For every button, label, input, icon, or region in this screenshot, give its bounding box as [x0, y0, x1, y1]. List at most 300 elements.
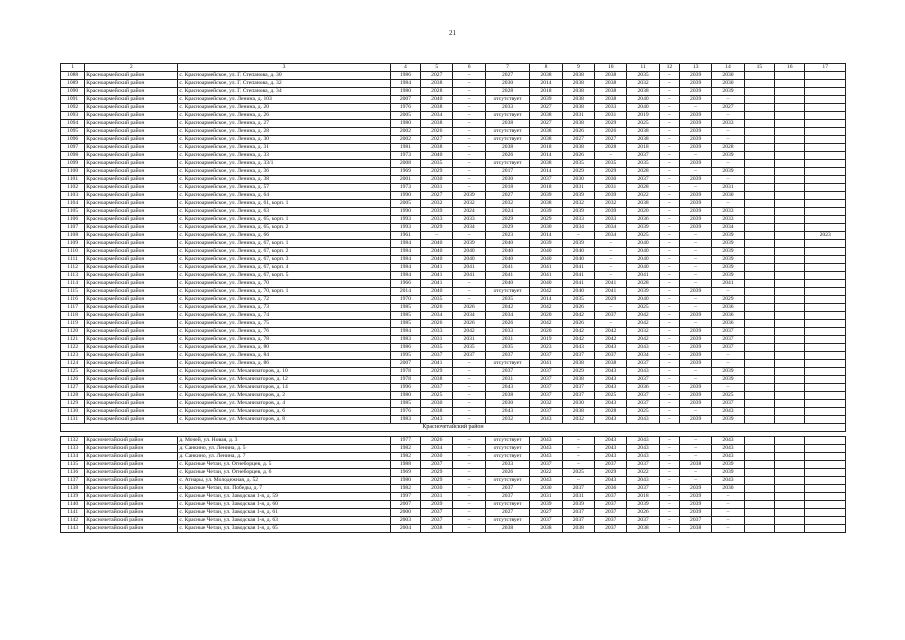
table-cell: [775, 216, 805, 224]
table-cell: 2043: [595, 477, 627, 485]
table-cell: 2037: [421, 352, 453, 360]
table-cell: с. Красноармейское, ул. Ленина, д. 72: [178, 296, 390, 304]
table-cell: [805, 304, 846, 312]
table-cell: [775, 477, 805, 485]
table-cell: 1141: [61, 509, 85, 517]
table-cell: –: [453, 400, 485, 408]
table-cell: –: [453, 360, 485, 368]
table-cell: 2038: [530, 136, 562, 144]
table-cell: отсутствует: [485, 112, 530, 120]
table-cell: [805, 288, 846, 296]
table-cell: 2042: [627, 312, 659, 320]
table-cell: [805, 517, 846, 525]
table-cell: –: [659, 72, 679, 80]
table-cell: 2042: [562, 336, 594, 344]
table-cell: 2039: [679, 200, 711, 208]
table-cell: –: [659, 288, 679, 296]
table-cell: 2026: [627, 509, 659, 517]
table-cell: 2014: [530, 232, 562, 240]
table-cell: с. Красноармейское, ул. Ленина, д. 64: [178, 192, 390, 200]
table-cell: –: [659, 376, 679, 384]
table-cell: 2039: [712, 461, 744, 469]
table-cell: 2043: [627, 453, 659, 461]
table-cell: 2027: [421, 136, 453, 144]
table-cell: 2037: [627, 152, 659, 160]
table-cell: 2043: [595, 445, 627, 453]
table-cell: Красноармейский район: [85, 280, 178, 288]
table-cell: [805, 461, 846, 469]
table-cell: –: [659, 88, 679, 96]
table-cell: 1990: [390, 208, 420, 216]
table-cell: 2027: [421, 72, 453, 80]
table-cell: [775, 136, 805, 144]
table-cell: 2035: [485, 296, 530, 304]
table-cell: 2043: [530, 453, 562, 461]
table-cell: [744, 144, 774, 152]
table-cell: [805, 200, 846, 208]
table-cell: –: [659, 453, 679, 461]
table-cell: 2040: [627, 296, 659, 304]
table-cell: –: [679, 240, 711, 248]
table-cell: [775, 104, 805, 112]
table-cell: 2040: [485, 248, 530, 256]
table-row: [61, 437, 846, 445]
table-cell: [775, 461, 805, 469]
table-cell: –: [659, 192, 679, 200]
table-cell: 1109: [61, 240, 85, 248]
table-cell: [744, 344, 774, 352]
table-cell: Красноармейский район: [85, 200, 178, 208]
table-cell: [744, 160, 774, 168]
table-cell: 1: [61, 64, 85, 72]
table-cell: 2039: [679, 416, 711, 424]
table-cell: [744, 525, 774, 533]
table-cell: Красноармейский район: [85, 120, 178, 128]
table-cell: 2033: [712, 216, 744, 224]
table-cell: 1976: [390, 408, 420, 416]
table-cell: 2037: [530, 384, 562, 392]
table-cell: 1981: [390, 144, 420, 152]
table-cell: 2041: [562, 272, 594, 280]
table-cell: 2041: [627, 272, 659, 280]
table-cell: 1096: [61, 136, 85, 144]
table-cell: [744, 453, 774, 461]
table-cell: 2029: [485, 216, 530, 224]
table-cell: –: [659, 216, 679, 224]
table-cell: [744, 208, 774, 216]
table-cell: [775, 360, 805, 368]
table-cell: [805, 160, 846, 168]
table-row: [61, 128, 846, 136]
table-cell: –: [595, 272, 627, 280]
table-cell: 2018: [530, 184, 562, 192]
table-cell: [744, 136, 774, 144]
table-cell: [744, 437, 774, 445]
table-cell: 2031: [485, 336, 530, 344]
table-cell: [775, 144, 805, 152]
table-cell: [744, 461, 774, 469]
table-cell: –: [453, 445, 485, 453]
table-cell: –: [659, 304, 679, 312]
table-cell: 2026: [485, 320, 530, 328]
table-cell: 2030: [485, 400, 530, 408]
table-cell: 2025: [421, 392, 453, 400]
table-cell: 2025: [627, 232, 659, 240]
table-cell: 2043: [530, 477, 562, 485]
table-cell: 2037: [421, 461, 453, 469]
table-row: [61, 296, 846, 304]
table-cell: 2023: [485, 232, 530, 240]
table-cell: 2038: [595, 88, 627, 96]
table-cell: –: [595, 248, 627, 256]
table-cell: 2007: [390, 501, 420, 509]
housing-table: [60, 63, 846, 533]
table-cell: [805, 400, 846, 408]
table-cell: 2030: [562, 176, 594, 184]
table-cell: 2: [85, 64, 178, 72]
table-cell: –: [659, 477, 679, 485]
table-cell: [775, 384, 805, 392]
table-cell: 2039: [679, 120, 711, 128]
table-cell: 2039: [421, 208, 453, 216]
table-cell: 1986: [390, 344, 420, 352]
table-cell: с. Красноармейское, ул. Ленина, д. 67, корп. 5: [178, 272, 390, 280]
table-cell: 2043: [530, 445, 562, 453]
table-cell: [744, 352, 774, 360]
table-cell: 1985: [390, 320, 420, 328]
table-cell: [744, 80, 774, 88]
table-cell: 2039: [712, 368, 744, 376]
table-cell: 2031: [453, 336, 485, 344]
table-cell: 2014: [530, 168, 562, 176]
table-cell: –: [712, 160, 744, 168]
table-cell: 1969: [390, 469, 420, 477]
table-cell: [775, 509, 805, 517]
table-cell: Красночетайский район: [85, 525, 178, 533]
table-cell: 2036: [712, 312, 744, 320]
table-cell: 2037: [562, 485, 594, 493]
table-cell: 2031: [421, 493, 453, 501]
table-row: [61, 400, 846, 408]
table-cell: 1983: [390, 336, 420, 344]
table-cell: Красноармейский район: [85, 160, 178, 168]
table-cell: [805, 152, 846, 160]
table-cell: 2039: [679, 312, 711, 320]
table-cell: [775, 232, 805, 240]
table-cell: 2027: [485, 509, 530, 517]
table-cell: 2040: [421, 152, 453, 160]
table-cell: 2037: [530, 517, 562, 525]
table-row: [61, 160, 846, 168]
table-cell: 2018: [530, 88, 562, 96]
table-cell: Красноармейский район: [85, 152, 178, 160]
table-cell: Красночетайский район: [85, 517, 178, 525]
table-cell: 2037: [627, 376, 659, 384]
table-cell: 1105: [61, 208, 85, 216]
table-cell: [775, 485, 805, 493]
table-cell: 2014: [530, 80, 562, 88]
table-cell: –: [679, 477, 711, 485]
table-cell: Красноармейский район: [85, 144, 178, 152]
table-cell: 2043: [562, 344, 594, 352]
table-cell: 2025: [627, 120, 659, 128]
table-cell: 2026: [421, 437, 453, 445]
table-cell: Красноармейский район: [85, 352, 178, 360]
table-cell: 11: [627, 64, 659, 72]
table-cell: –: [659, 469, 679, 477]
table-cell: [744, 392, 774, 400]
table-row: [61, 256, 846, 264]
table-cell: 2039: [679, 160, 711, 168]
table-cell: –: [712, 509, 744, 517]
table-cell: –: [659, 112, 679, 120]
table-cell: 2041: [562, 264, 594, 272]
table-cell: Красноармейский район: [85, 208, 178, 216]
table-cell: [775, 176, 805, 184]
table-cell: [805, 144, 846, 152]
table-cell: 2038: [421, 376, 453, 384]
table-cell: 2035: [453, 344, 485, 352]
table-cell: Красночетайский район: [85, 493, 178, 501]
table-cell: с. Красноармейское, ул. Механизаторов, д. 4: [178, 400, 390, 408]
table-cell: 2041: [530, 360, 562, 368]
table-cell: [744, 256, 774, 264]
table-cell: –: [659, 461, 679, 469]
table-cell: –: [659, 525, 679, 533]
table-cell: 2020: [530, 328, 562, 336]
table-cell: 1976: [390, 104, 420, 112]
table-cell: [744, 272, 774, 280]
table-cell: –: [659, 485, 679, 493]
table-cell: 1137: [61, 477, 85, 485]
table-cell: –: [453, 296, 485, 304]
table-row: [61, 104, 846, 112]
table-row: [61, 272, 846, 280]
table-cell: Красноармейский район: [85, 176, 178, 184]
table-cell: с. Красноармейское, ул. Ленина, д. 76: [178, 328, 390, 336]
table-cell: –: [659, 392, 679, 400]
table-cell: 2039: [712, 232, 744, 240]
table-cell: [744, 232, 774, 240]
table-cell: 2025: [595, 392, 627, 400]
table-cell: 2039: [530, 240, 562, 248]
table-cell: 2030: [421, 485, 453, 493]
table-cell: 2037: [530, 392, 562, 400]
table-cell: 1098: [61, 152, 85, 160]
table-cell: 10: [595, 64, 627, 72]
table-cell: 2030: [712, 485, 744, 493]
table-cell: с. Красноармейское, ул. Ленина, д. 33/1: [178, 160, 390, 168]
table-cell: [775, 264, 805, 272]
table-cell: 2018: [627, 144, 659, 152]
table-cell: [805, 296, 846, 304]
table-cell: –: [679, 368, 711, 376]
table-cell: –: [659, 517, 679, 525]
table-cell: [805, 368, 846, 376]
table-cell: 2027: [485, 192, 530, 200]
table-cell: Красноармейский район: [85, 96, 178, 104]
table-cell: 2040: [562, 256, 594, 264]
table-cell: 2029: [421, 368, 453, 376]
table-cell: 2043: [595, 453, 627, 461]
table-cell: –: [712, 128, 744, 136]
table-cell: [805, 96, 846, 104]
table-cell: 2030: [712, 192, 744, 200]
table-cell: [805, 256, 846, 264]
table-cell: 2038: [421, 144, 453, 152]
table-cell: 2043: [595, 384, 627, 392]
table-cell: –: [659, 264, 679, 272]
table-cell: 2043: [627, 445, 659, 453]
table-cell: [805, 224, 846, 232]
table-cell: 1090: [61, 88, 85, 96]
table-cell: [744, 304, 774, 312]
table-cell: 2041: [421, 280, 453, 288]
table-cell: 2028: [595, 144, 627, 152]
table-cell: [775, 368, 805, 376]
table-cell: –: [453, 168, 485, 176]
table-cell: 2033: [485, 461, 530, 469]
table-cell: Красноармейский район: [85, 408, 178, 416]
table-row: [61, 320, 846, 328]
table-cell: [775, 304, 805, 312]
table-cell: с. Красноармейское, ул. Ленина, д. 28: [178, 128, 390, 136]
table-cell: отсутствует: [485, 517, 530, 525]
table-cell: [775, 96, 805, 104]
table-cell: [744, 240, 774, 248]
table-row: [61, 288, 846, 296]
table-cell: 2035: [627, 160, 659, 168]
table-cell: Красноармейский район: [85, 112, 178, 120]
table-cell: [775, 120, 805, 128]
table-cell: 2037: [712, 344, 744, 352]
table-cell: 2027: [530, 104, 562, 112]
table-cell: 1138: [61, 485, 85, 493]
table-cell: 2040: [627, 248, 659, 256]
table-cell: 2041: [421, 264, 453, 272]
table-cell: 2034: [421, 112, 453, 120]
table-cell: –: [453, 160, 485, 168]
table-cell: 2033: [421, 328, 453, 336]
table-cell: 2042: [562, 328, 594, 336]
table-cell: 2043: [712, 445, 744, 453]
table-cell: [744, 248, 774, 256]
table-cell: [805, 272, 846, 280]
table-cell: 2018: [530, 144, 562, 152]
table-cell: 1103: [61, 192, 85, 200]
table-cell: 2035: [421, 344, 453, 352]
table-cell: [744, 152, 774, 160]
table-cell: 2040: [627, 264, 659, 272]
table-cell: 2043: [595, 437, 627, 445]
table-cell: 1993: [390, 224, 420, 232]
table-cell: Красночетайский район: [85, 501, 178, 509]
table-cell: –: [659, 445, 679, 453]
table-cell: с. Красноармейское, ул. Механизаторов, д. 14: [178, 384, 390, 392]
table-cell: с. Красноармейское, ул. Ленина, д. 67, корп. 4: [178, 264, 390, 272]
table-cell: [775, 72, 805, 80]
table-cell: 2038: [485, 120, 530, 128]
table-cell: 2039: [679, 360, 711, 368]
table-cell: 2038: [679, 461, 711, 469]
table-cell: 2038: [421, 525, 453, 533]
table-cell: 1985: [390, 400, 420, 408]
table-cell: 2039: [712, 168, 744, 176]
table-row: [61, 408, 846, 416]
table-cell: 2039: [595, 208, 627, 216]
table-cell: с. Красноармейское, ул. Ленина, д. 75: [178, 320, 390, 328]
table-cell: [805, 312, 846, 320]
table-cell: [775, 192, 805, 200]
table-cell: [744, 224, 774, 232]
table-cell: –: [659, 336, 679, 344]
table-cell: 2029: [562, 368, 594, 376]
table-cell: 2037: [485, 352, 530, 360]
table-cell: 2040: [421, 256, 453, 264]
table-cell: 2031: [712, 184, 744, 192]
table-row: [61, 336, 846, 344]
table-cell: 2038: [530, 128, 562, 136]
table-cell: 2023: [805, 232, 846, 240]
table-row: [61, 144, 846, 152]
table-row: [61, 192, 846, 200]
table-cell: 2026: [562, 304, 594, 312]
table-cell: с. Красные Четаи, ул. Заводская 1-я, д. 65: [178, 525, 390, 533]
table-cell: –: [453, 232, 485, 240]
table-cell: 2039: [679, 501, 711, 509]
table-cell: 2038: [562, 120, 594, 128]
table-cell: –: [453, 136, 485, 144]
table-cell: [744, 336, 774, 344]
table-cell: 2023: [530, 344, 562, 352]
table-cell: –: [679, 272, 711, 280]
table-cell: –: [659, 80, 679, 88]
table-cell: 2040: [627, 256, 659, 264]
table-cell: 2037: [562, 352, 594, 360]
table-cell: отсутствует: [485, 128, 530, 136]
table-cell: 2014: [530, 296, 562, 304]
table-cell: 2005: [390, 112, 420, 120]
table-cell: [775, 128, 805, 136]
table-cell: –: [453, 72, 485, 80]
table-cell: –: [453, 368, 485, 376]
table-cell: 2030: [562, 400, 594, 408]
table-row: [61, 168, 846, 176]
table-cell: [744, 517, 774, 525]
table-cell: 2029: [421, 168, 453, 176]
table-cell: 2031: [562, 493, 594, 501]
table-cell: Красноармейский район: [85, 328, 178, 336]
table-cell: с. Красноармейское, ул. Ленина, д. 67, корп. 2: [178, 248, 390, 256]
table-cell: [744, 376, 774, 384]
table-cell: [775, 112, 805, 120]
table-cell: 2039: [679, 509, 711, 517]
table-row: [61, 112, 846, 120]
table-cell: [775, 312, 805, 320]
table-cell: 2037: [627, 517, 659, 525]
table-cell: –: [712, 360, 744, 368]
table-cell: –: [659, 509, 679, 517]
table-cell: 2028: [712, 144, 744, 152]
table-cell: 2025: [562, 469, 594, 477]
table-cell: [744, 280, 774, 288]
table-cell: –: [679, 320, 711, 328]
table-cell: с. Красные Четаи, пл. Победы, д. 7: [178, 485, 390, 493]
table-cell: отсутствует: [485, 136, 530, 144]
table-cell: 2040: [421, 96, 453, 104]
table-cell: [805, 392, 846, 400]
table-cell: 2043: [485, 408, 530, 416]
